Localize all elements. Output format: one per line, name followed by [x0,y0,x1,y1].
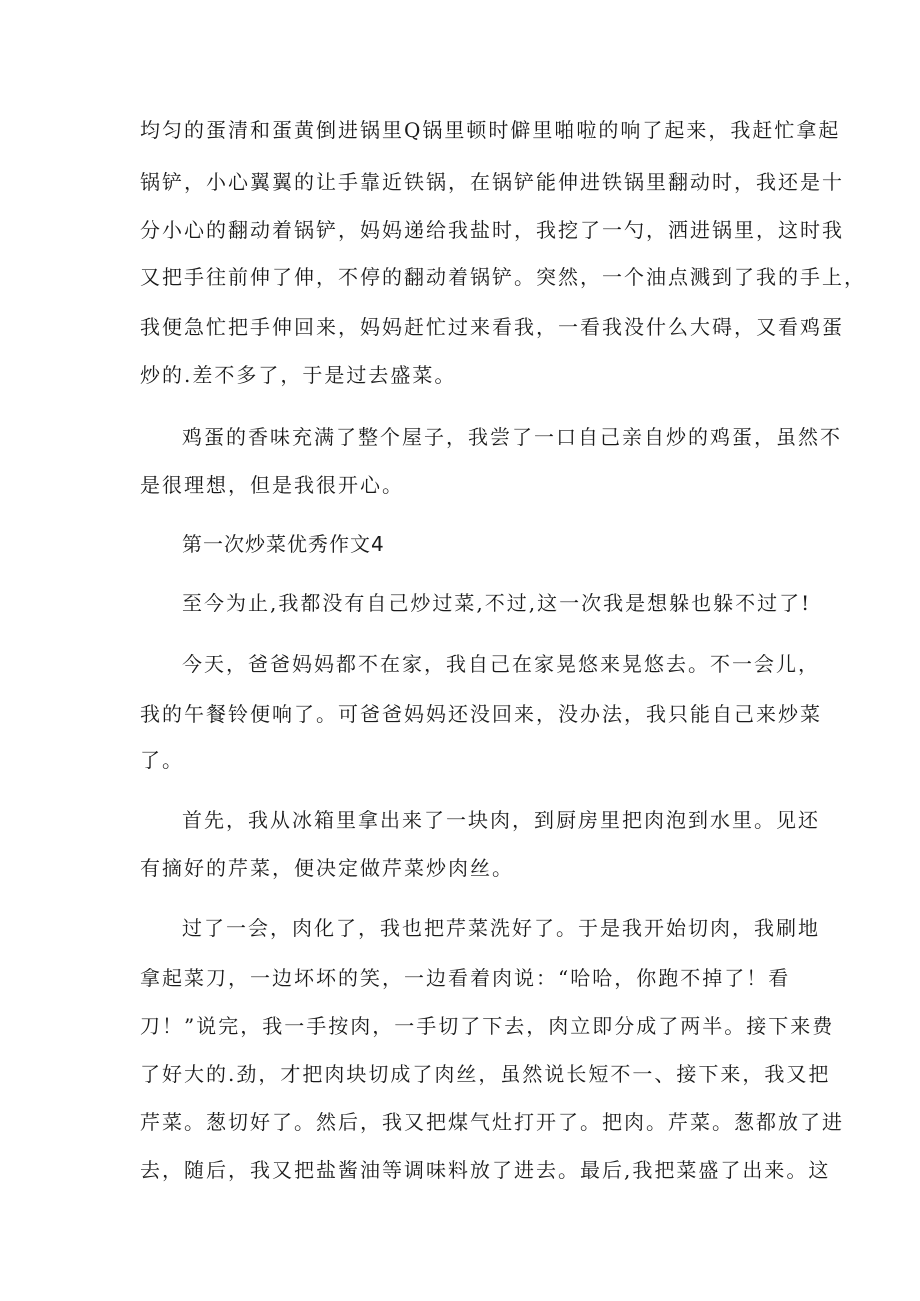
paragraph-2-line-2: 是很理想，但是我很开心。 [140,473,404,497]
paragraph-4-line-2: 我的午餐铃便响了。可爸爸妈妈还没回来，没办法，我只能自己来炒菜 [140,702,822,726]
paragraph-5-line-1: 首先，我从冰箱里拿出来了一块肉，到厨房里把肉泡到水里。见还 [182,808,820,832]
paragraph-5-line-2: 有摘好的芹菜，便决定做芹菜炒肉丝。 [140,856,514,880]
paragraph-1-line-4: 又把手往前伸了伸，不停的翻动着锅铲。突然，一个油点溅到了我的手上， [140,265,866,289]
paragraph-6-line-1: 过了一会，肉化了，我也把芹菜洗好了。于是我开始切肉，我刷地 [182,916,820,940]
paragraph-6-line-2: 拿起菜刀，一边坏坏的笑，一边看着肉说：“哈哈，你跑不掉了！看 [140,966,791,990]
paragraph-6-line-6: 去，随后，我又把盐酱油等调味料放了进去。最后,我把菜盛了出来。这 [140,1158,831,1182]
paragraph-6-line-5: 芹菜。葱切好了。然后，我又把煤气灶打开了。把肉。芹菜。葱都放了进 [140,1110,844,1134]
paragraph-6-line-3: 刀！”说完，我一手按肉，一手切了下去，肉立即分成了两半。接下来费 [140,1014,835,1038]
paragraph-1-line-3: 分小心的翻动着锅铲，妈妈递给我盐时，我挖了一勺，洒进锅里，这时我 [140,218,844,242]
paragraph-4-line-1: 今天，爸爸妈妈都不在家，我自己在家晃悠来晃悠去。不一会儿， [182,652,820,676]
paragraph-1-line-6: 炒的.差不多了，于是过去盛菜。 [140,363,457,387]
paragraph-2-line-1: 鸡蛋的香味充满了整个屋子，我尝了一口自己亲自炒的鸡蛋，虽然不 [182,425,842,449]
paragraph-4-line-3: 了。 [140,748,184,772]
paragraph-3-line-1: 至今为止,我都没有自己炒过菜,不过,这一次我是想躲也躲不过了! [182,591,812,615]
paragraph-1-line-1: 均匀的蛋清和蛋黄倒进锅里Q锅里顿时僻里啪啦的响了起来，我赶忙拿起 [140,118,841,142]
paragraph-1-line-2: 锅铲，小心翼翼的让手靠近铁锅，在锅铲能伸进铁锅里翻动时，我还是十 [140,170,844,194]
section-heading: 第一次炒菜优秀作文4 [182,532,385,556]
paragraph-1-line-5: 我便急忙把手伸回来，妈妈赶忙过来看我，一看我没什么大碍，又看鸡蛋 [140,315,844,339]
paragraph-6-line-4: 了好大的.劲，才把肉块切成了肉丝，虽然说长短不一、接下来，我又把 [140,1062,831,1086]
